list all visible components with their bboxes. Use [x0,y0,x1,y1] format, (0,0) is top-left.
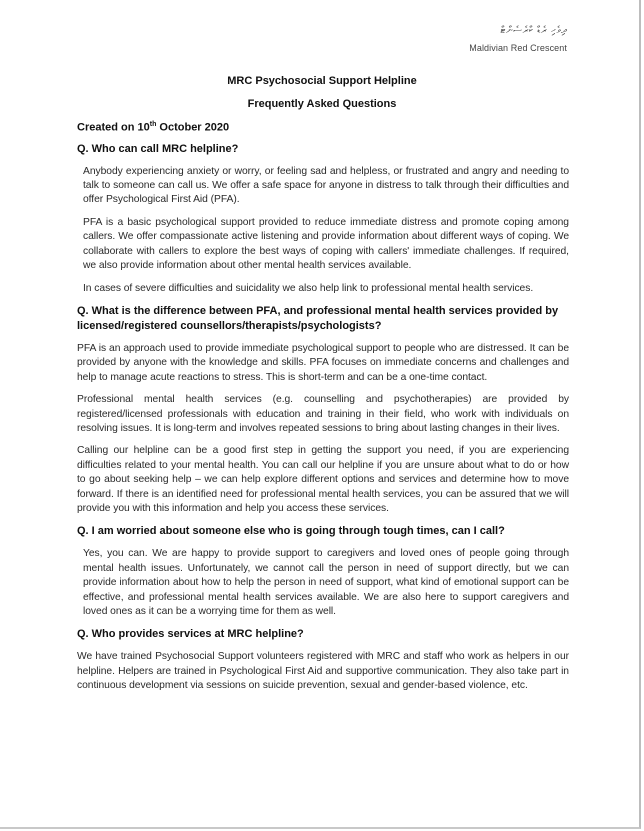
faq-paragraph: PFA is an approach used to provide immediate psychological support to people who are distressed. It can be provided by anyone with the knowledge and skills. PFA focuses on immediate concerns and challenges and help to manage acute reactions to stress. This is short-term and can be a one-time contact. [77,342,569,383]
logo-dhivehi-text: ދިވެހި ރެޑް ކްރެސެންޓް [500,25,567,36]
logo-name-text: Maldivian Red Crescent [469,43,567,53]
faq-question: Q. Who provides services at MRC helpline? [77,628,304,641]
faq-paragraph: In cases of severe difficulties and suicidality we also help link to professional mental health services. [83,282,534,294]
faq-question: Q. What is the difference between PFA, and professional mental health services provided by licensed/registered counsellors/therapists/psychologists? [77,304,559,332]
created-date: Created on 10th October 2020 [77,121,230,134]
faq-paragraph: We have trained Psychosocial Support volunteers registered with MRC and staff who work as helpers in our helpline. Helpers are trained in Psychological First Aid and supportive communication. They also take part in continuous development via sessions on suicide prevention, sexual and gender-based violence, etc. [77,651,569,692]
red-crescent-logo-icon [573,20,633,60]
faq-question: Q. I am worried about someone else who is going through tough times, can I call? [77,525,505,538]
page-title: MRC Psychosocial Support Helpline [227,75,417,87]
faq-paragraph: Anybody experiencing anxiety or worry, or feeling sad and helpless, or frustrated and angry and needing to talk to someone can call us. We offer a safe space for anyone in distress to talk through their difficulties and offer Psychological First Aid (PFA). [83,165,569,206]
header-logo [469,22,567,53]
faq-content [77,121,569,702]
faq-paragraph: Calling our helpline can be a good first step in getting the support you need, if you are experiencing difficulties related to your mental health. You can call our helpline if you are unsure about what to do or how to go about seeking help – we can help explore different options and services and determine how to move forward. If there is an identified need for professional mental health services, you can be assured that we will provide you with this information and help you access these services. [77,445,569,514]
faq-paragraph: PFA is a basic psychological support provided to reduce immediate distress and promote coping among callers. We offer compassionate active listening and provide information about different ways of coping. We collaborate with callers to explore the best ways of coping with callers' immediate challenges. If required, we also provide information about other mental health services available. [83,216,569,272]
faq-paragraph: Yes, you can. We are happy to provide support to caregivers and loved ones of people going through mental health issues. Unfortunately, we cannot call the person in need of support directly, but we can provide information about how to help the person in need of support, what kind of emotional support can be effective, and professional mental health services available. We are also here to support caregivers and loved ones as it can be a worrying time for them as well. [83,548,569,617]
faq-paragraph: Professional mental health services (e.g. counselling and psychotherapies) are provided by registered/licensed professionals with education and training in their field, who work with individuals on resolving issues. It is long-term and involves repeated sessions to bring about lasting changes in their lives. [77,394,569,434]
page-subtitle: Frequently Asked Questions [247,98,397,110]
faq-question: Q. Who can call MRC helpline? [77,142,239,155]
